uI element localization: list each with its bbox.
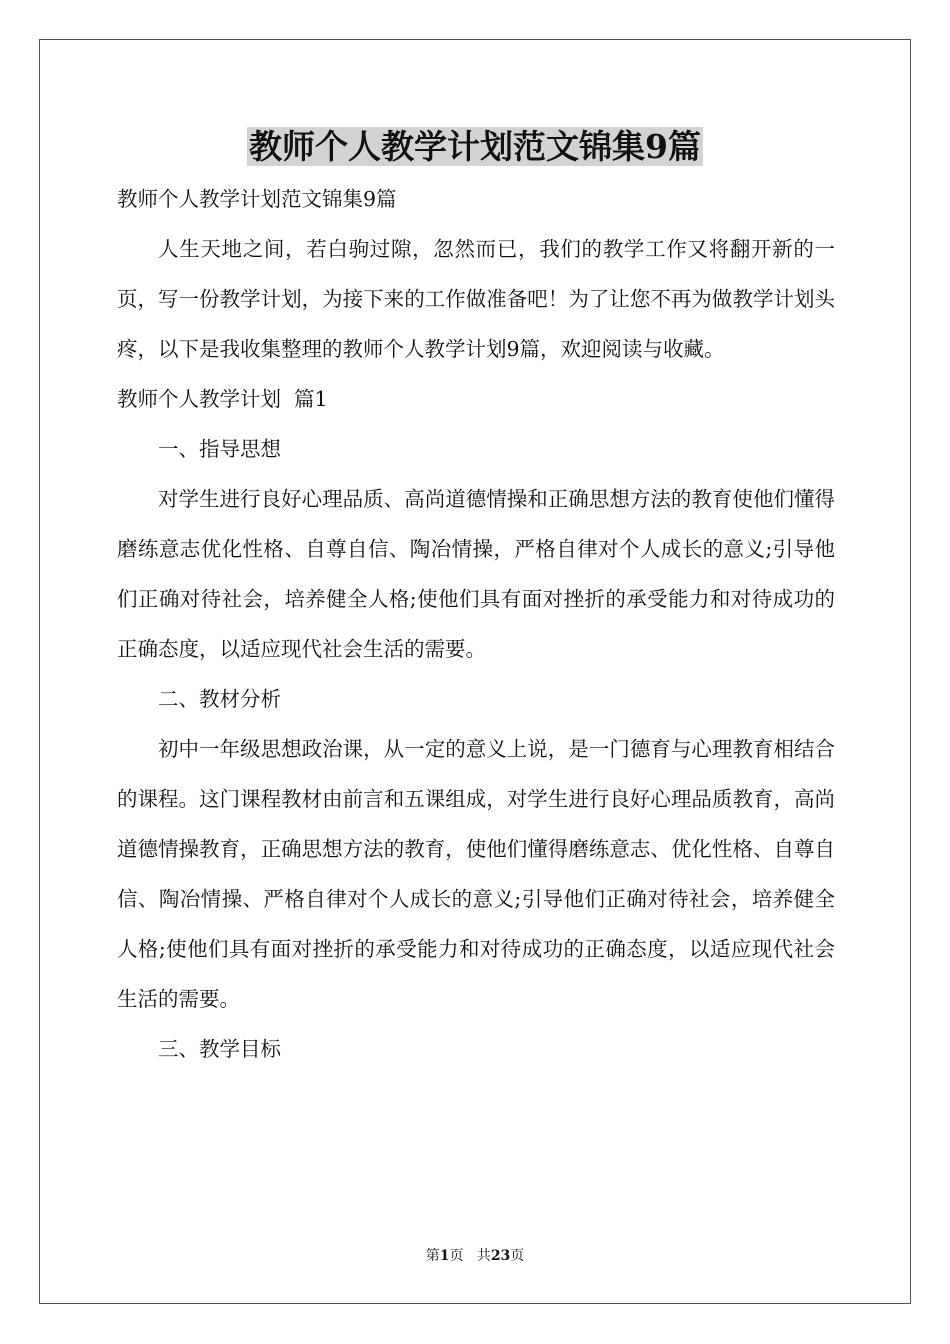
part-3-heading: 三、教学目标: [158, 1037, 281, 1061]
part-1-paragraph: 对学生进行良好心理品质、高尚道德情操和正确思想方法的教育使他们懂得磨练意志优化性格、自尊自信、陶冶情操，严格自律对个人成长的意义;引导他们正确对待社会，培养健全人格;使他们具有面对挫折的承受能力和对待成功的正确态度，以适应现代社会生活的需要。: [117, 487, 835, 661]
document-title-text: 教师个人教学计划范文锦集9篇: [249, 127, 701, 166]
document-subtitle: 教师个人教学计划范文锦集9篇: [117, 187, 397, 211]
page-footer: [0, 1246, 950, 1266]
footer-total-pages: 23: [490, 1248, 511, 1264]
footer-total-suffix: 页: [510, 1248, 525, 1264]
part-2-heading: 二、教材分析: [158, 687, 281, 711]
intro-paragraph: 人生天地之间，若白驹过隙，忽然而已，我们的教学工作又将翻开新的一页，写一份教学计划，为接下来的工作做准备吧！为了让您不再为做教学计划头疼，以下是我收集整理的教师个人教学计划9篇，欢迎阅读与收藏。: [117, 237, 835, 361]
footer-page-number: 1: [439, 1248, 450, 1264]
part-1-heading: 一、指导思想: [158, 437, 281, 461]
part-2-paragraph: 初中一年级思想政治课，从一定的意义上说，是一门德育与心理教育相结合的课程。这门课程教材由前言和五课组成，对学生进行良好心理品质教育，高尚道德情操教育，正确思想方法的教育，使他们懂得磨练意志、优化性格、自尊自信、陶冶情操、严格自律对个人成长的意义;引导他们正确对待社会，培养健全人格;使他们具有面对挫折的承受能力和对待成功的正确态度，以适应现代社会生活的需要。: [117, 737, 835, 1011]
document-body: [117, 174, 835, 1074]
footer-page-suffix: 页: [449, 1248, 464, 1264]
section-1-title: 教师个人教学计划 篇1: [117, 387, 328, 411]
footer-total-prefix: 共: [476, 1248, 491, 1264]
document-title: [0, 122, 950, 172]
footer-page-prefix: 第: [425, 1248, 440, 1264]
